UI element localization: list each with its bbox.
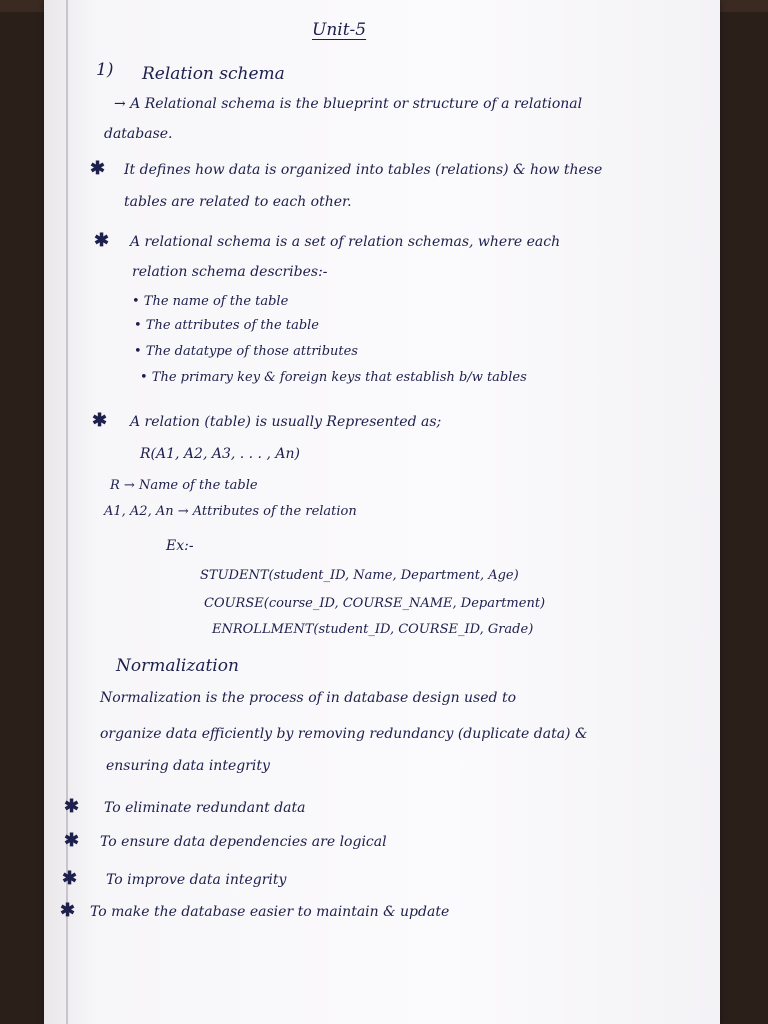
unit-title: Unit-5: [312, 20, 367, 40]
normalization-point: To make the database easier to maintain & update: [90, 904, 450, 920]
example-course: COURSE(course_ID, COURSE_NAME, Department): [204, 596, 546, 611]
star-bullet-icon: ✱: [94, 230, 110, 251]
normalization-point: To improve data integrity: [106, 872, 287, 888]
star-bullet-icon: ✱: [64, 830, 80, 851]
star-bullet-icon: ✱: [60, 900, 76, 921]
bullet1-line-2: tables are related to each other.: [124, 194, 352, 210]
star-bullet-icon: ✱: [64, 796, 80, 817]
bullet2-line-2: relation schema describes:-: [132, 264, 328, 280]
example-label: Ex:-: [166, 538, 194, 554]
relation-formula: R(A1, A2, A3, . . . , An): [140, 446, 300, 462]
normalization-line-1: Normalization is the process of in database design used to: [100, 690, 516, 706]
normalization-line-2: organize data efficiently by removing redundancy (duplicate data) &: [100, 726, 588, 742]
bullet1-line-1: It defines how data is organized into tables (relations) & how these: [124, 162, 603, 178]
normalization-point: To ensure data dependencies are logical: [100, 834, 387, 850]
section-heading-relation-schema: Relation schema: [142, 64, 285, 84]
bullet2-line-1: A relational schema is a set of relation schemas, where each: [130, 234, 561, 250]
definition-line-2: database.: [104, 126, 173, 142]
list-item: • The name of the table: [132, 294, 289, 309]
definition-line-1: → A Relational schema is the blueprint or structure of a relational: [114, 96, 583, 112]
normalization-line-3: ensuring data integrity: [106, 758, 270, 774]
normalization-point: To eliminate redundant data: [104, 800, 306, 816]
section-heading-normalization: Normalization: [116, 656, 239, 676]
star-bullet-icon: ✱: [62, 868, 78, 889]
list-item: • The datatype of those attributes: [134, 344, 358, 359]
a-definition: A1, A2, An → Attributes of the relation: [104, 504, 357, 519]
example-enrollment: ENROLLMENT(student_ID, COURSE_ID, Grade): [212, 622, 534, 637]
example-student: STUDENT(student_ID, Name, Department, Age): [200, 568, 519, 583]
bullet3-text: A relation (table) is usually Represented as;: [130, 414, 442, 430]
star-bullet-icon: ✱: [92, 410, 108, 431]
section-number: 1): [96, 60, 114, 80]
list-item: • The attributes of the table: [134, 318, 319, 333]
r-definition: R → Name of the table: [110, 478, 258, 493]
star-bullet-icon: ✱: [90, 158, 106, 179]
list-item: • The primary key & foreign keys that establish b/w tables: [140, 370, 527, 385]
